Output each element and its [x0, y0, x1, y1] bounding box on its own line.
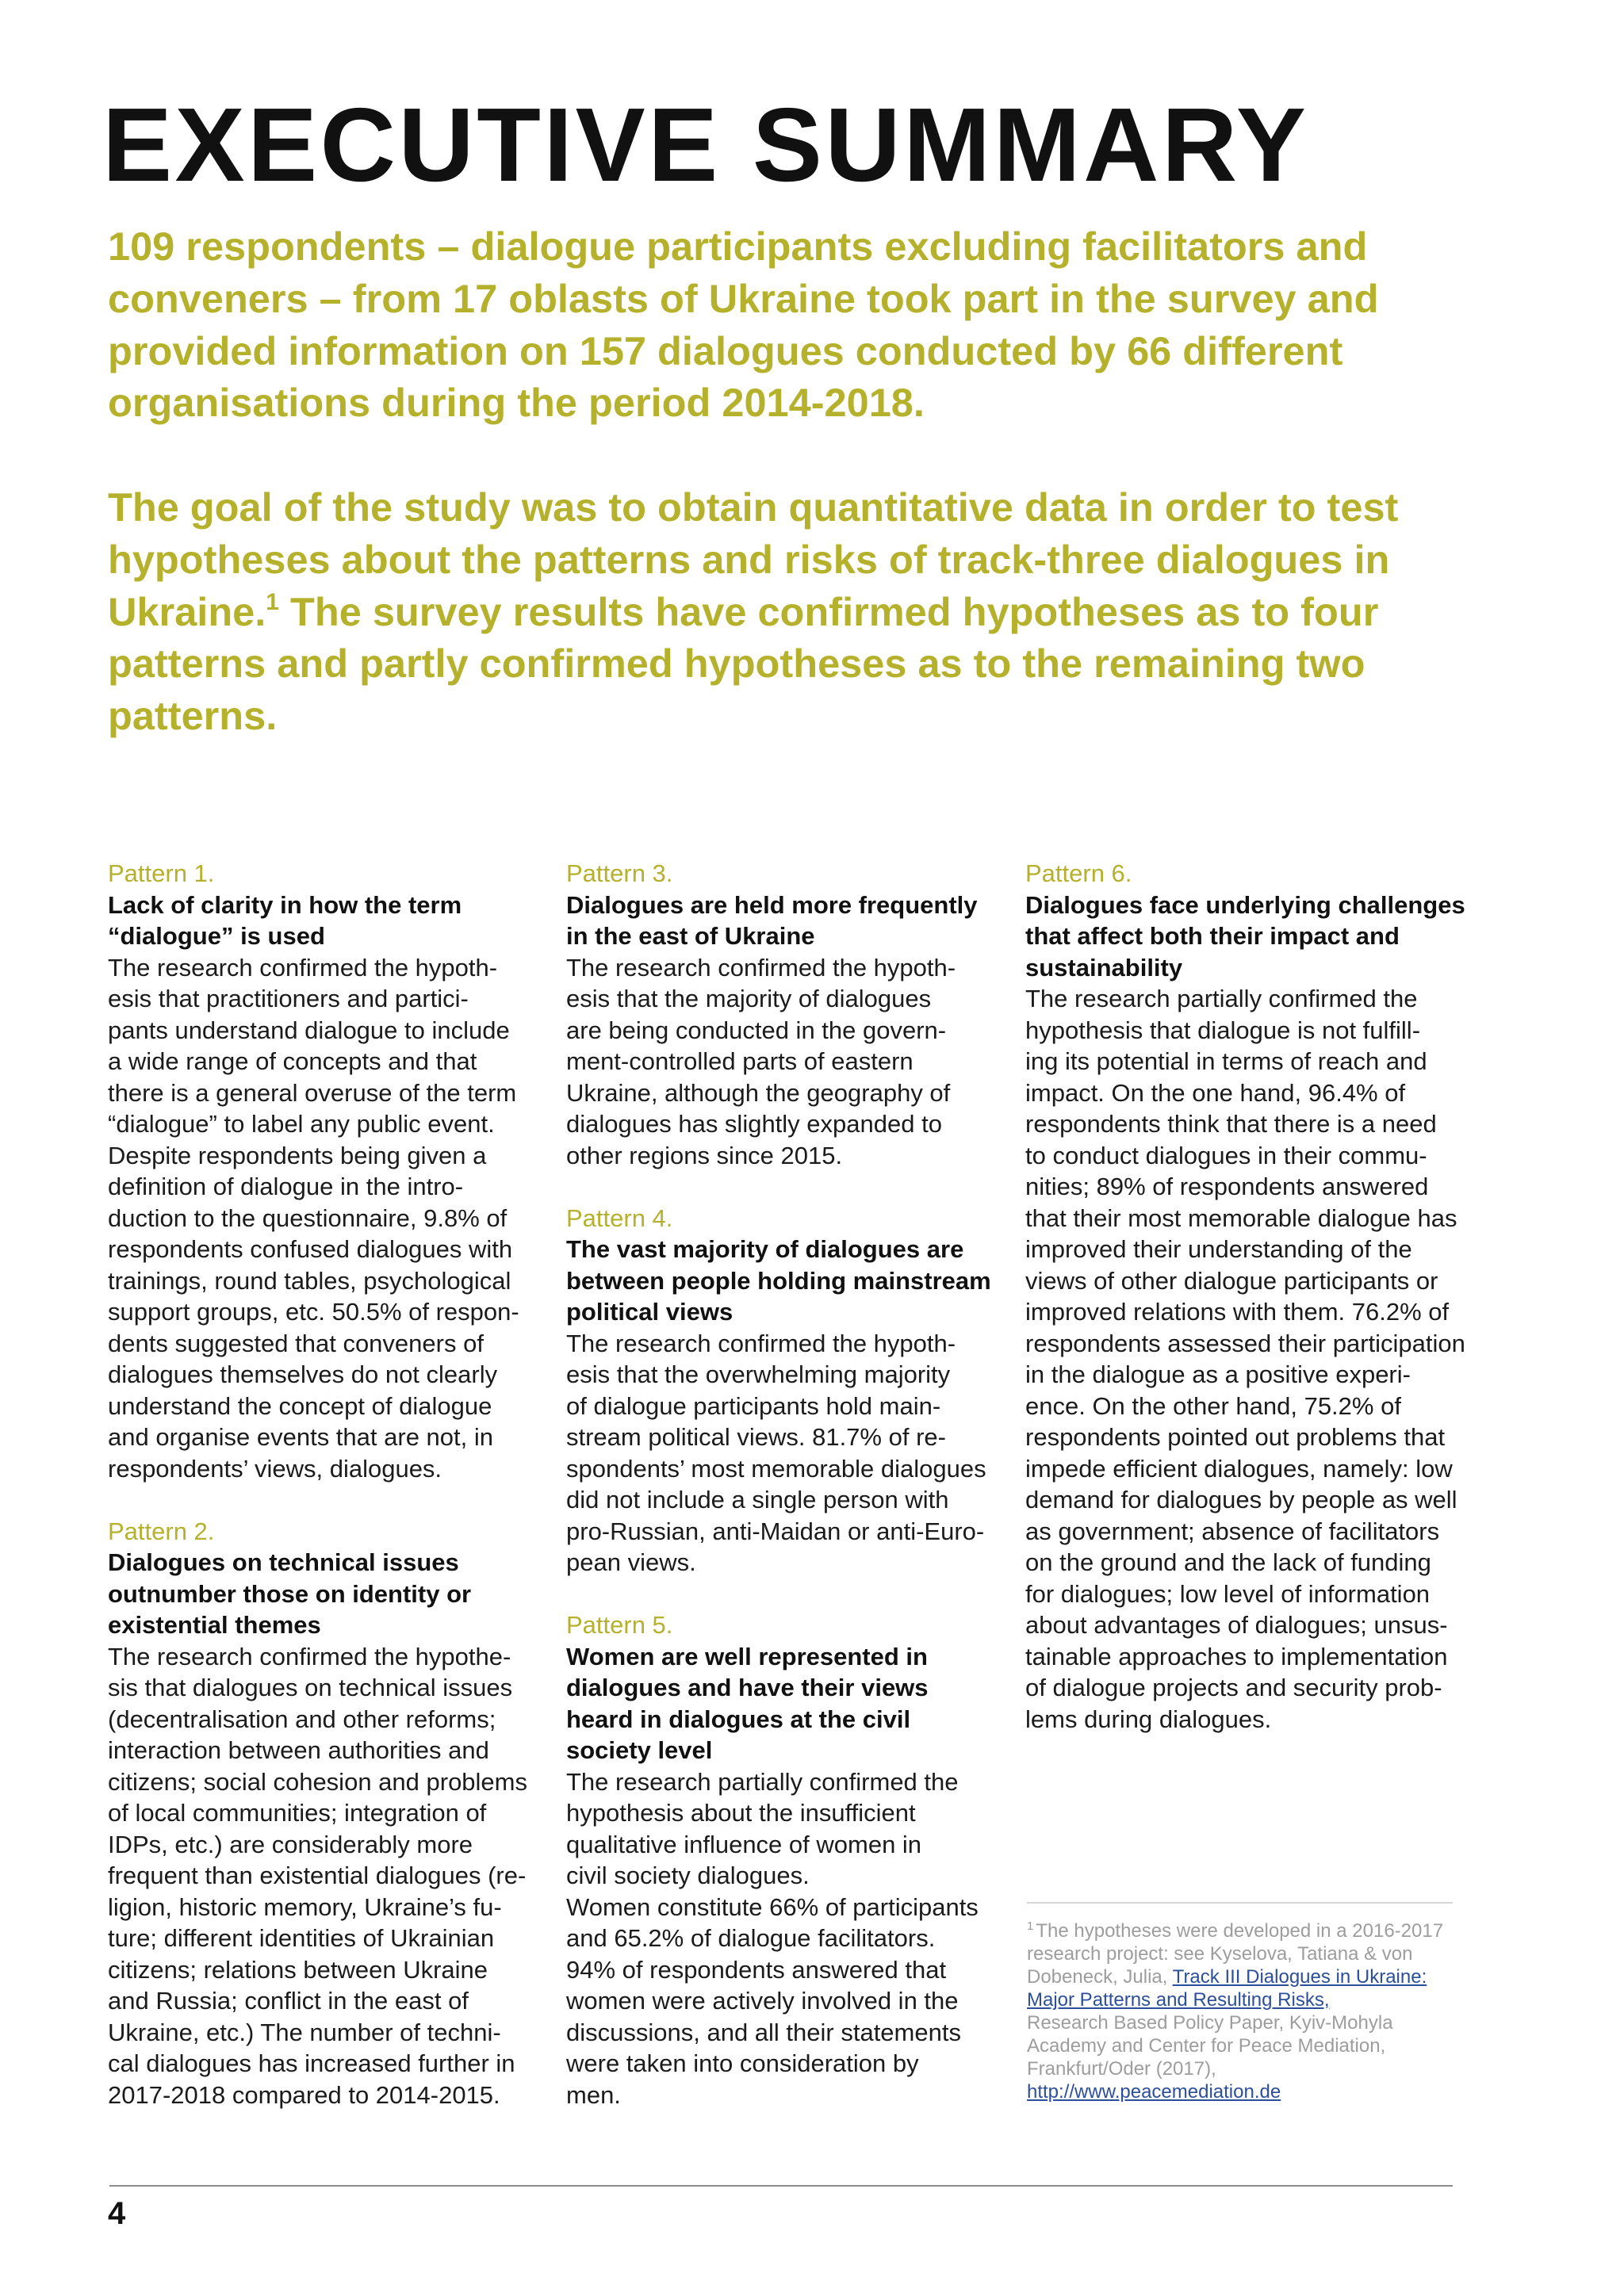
pattern-block-6: [1025, 858, 1465, 1735]
footnote-reference: 1: [266, 588, 279, 615]
pattern-body: The research partially confirmed the hypothesis about the insufficient qualitative influence of women in civil society dialogues. Women constitute 66% of participants and 65.2% of dialogue facilitators. 94% of respondents answered that women were actively involved in the discussions, and all their statements were taken into consideration by men.: [566, 1767, 979, 2109]
pattern-heading: Lack of clarity in how the term “dialogue” is used: [108, 890, 462, 950]
pattern-column-3: [1025, 858, 1465, 1735]
intro-goal-text: The goal of the study was to obtain quantitative data in order to test hypotheses about the patterns and risks of track-three dialogues in Ukraine.: [108, 484, 1399, 634]
pattern-label: Pattern 6.: [1025, 859, 1132, 887]
page-footer-divider: [109, 2185, 1453, 2187]
pattern-heading: Dialogues on technical issues outnumber those on identity or existential themes: [108, 1548, 472, 1639]
pattern-heading: Dialogues are held more frequently in the east of Ukraine: [566, 890, 978, 950]
pattern-body: The research confirmed the hypoth- esis that practitioners and partici- pants understand dialogue to include a wide range of concepts and that there is a general overuse of the term “dialogue” to label any public event. Despite respondents being given a definition of dialogue in the intro- duction to the questionnaire, 9.8% of respondents confused dialogues with trainings, round tables, psychological support groups, etc. 50.5% of respon- dents suggested that conveners of dialogues themselves do not clearly understand the concept of dialogue and organise events that are not, in respondents’ views, dialogues.: [108, 953, 519, 1483]
intro-paragraph-respondents: 109 respondents – dialogue participants excluding facilitators and conveners – from 17 oblasts of Ukraine took part in the survey and provided information on 157 dialogues conducted by 66 different organisations during the period 2014-2018.: [108, 224, 1379, 426]
pattern-label: Pattern 2.: [108, 1517, 215, 1545]
pattern-label: Pattern 1.: [108, 859, 215, 887]
pattern-column-2: [566, 858, 991, 2110]
pattern-column-1: [108, 858, 527, 2110]
pattern-body: The research confirmed the hypoth- esis that the majority of dialogues are being conducted in the govern- ment-controlled parts of eastern Ukraine, although the geography of dialogues has slightly expanded to other regions since 2015.: [566, 953, 956, 1169]
pattern-body: The research confirmed the hypothe- sis that dialogues on technical issues (decentralisation and other reforms; interaction between authorities and citizens; social cohesion and problems of local communities; integration of IDPs, etc.) are considerably more frequent than existential dialogues (re- ligion, historic memory, Ukraine’s fu- ture; different identities of Ukrainian citizens; relations between Ukraine and Russia; conflict in the east of Ukraine, etc.) The number of techni- cal dialogues has increased further in 2017-2018 compared to 2014-2015.: [108, 1642, 527, 2109]
intro-goal-text-continued: The survey results have confirmed hypotheses as to four patterns and partly confirmed hypotheses as to the remaining two patterns.: [108, 588, 1379, 739]
pattern-label: Pattern 4.: [566, 1203, 673, 1232]
pattern-label: Pattern 3.: [566, 859, 673, 887]
pattern-heading: The vast majority of dialogues are between people holding mainstream political views: [566, 1235, 991, 1326]
pattern-block-1: [108, 858, 527, 1484]
pattern-block-3: [566, 858, 991, 1171]
page-number: 4: [108, 2196, 126, 2231]
footnote-marker: 1: [1027, 1919, 1034, 1933]
page-title: EXECUTIVE SUMMARY: [102, 86, 1309, 203]
footnote-divider: [1027, 1902, 1453, 1904]
intro-paragraph-goal: [108, 481, 1398, 742]
footnote: [1027, 1919, 1443, 2103]
pattern-block-4: [566, 1203, 991, 1578]
footnote-url-link[interactable]: http://www.peacemediation.de: [1027, 2081, 1281, 2103]
intro-summary: [108, 220, 1398, 742]
pattern-body: The research partially confirmed the hypothesis that dialogue is not fulfill- ing its potential in terms of reach and impact. On the one hand, 96.4% of respondents think that there is a need to conduct dialogues in their commu- nities; 89% of respondents answered that their most memorable dialogue has improved their understanding of the views of other dialogue participants or improved relations with them. 76.2% of respondents assessed their participation in the dialogue as a positive experi- ence. On the other hand, 75.2% of respondents pointed out problems that impede efficient dialogues, namely: low demand for dialogues by people as well as government; absence of facilitators on the ground and the lack of funding for dialogues; low level of information about advantages of dialogues; unsus- tainable approaches to implementation of dialogue projects and security prob- lems during dialogues.: [1025, 985, 1465, 1733]
pattern-body: The research confirmed the hypoth- esis that the overwhelming majority of dialogue participants hold main- stream political views. 81.7% of re- spondents’ most memorable dialogues did not include a single person with pro-Russian, anti-Maidan or anti-Euro- pean views.: [566, 1329, 986, 1576]
pattern-label: Pattern 5.: [566, 1611, 673, 1639]
footnote-text-continued: Research Based Policy Paper, Kyiv-Mohyla Academy and Center for Peace Mediation, Frankfurt/Oder (2017),: [1027, 2012, 1393, 2080]
pattern-heading: Women are well represented in dialogues and have their views heard in dialogues at the civil society level: [566, 1642, 929, 1764]
pattern-heading: Dialogues face underlying challenges that affect both their impact and sustainability: [1025, 890, 1465, 982]
footnote-title-link[interactable]: Track III Dialogues in Ukraine: Major Patterns and Resulting Risks,: [1027, 1966, 1427, 2011]
pattern-block-2: [108, 1516, 527, 2111]
footnote-text: The hypotheses were developed in a 2016-2017 research project: see Kyselova, Tatiana & von Dobeneck, Julia,: [1027, 1920, 1444, 1988]
pattern-block-5: [566, 1609, 991, 2110]
